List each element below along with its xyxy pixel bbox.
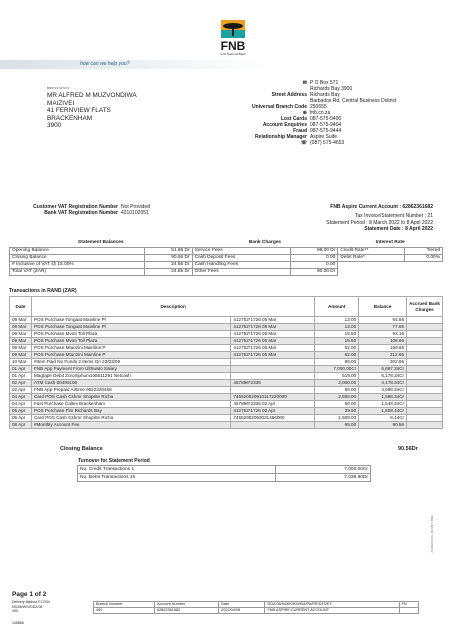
- tx-accrued: [407, 380, 443, 387]
- tx-reference: 412752*1726 05 Mar: [231, 324, 315, 331]
- addr-val: 250655: [310, 104, 327, 110]
- tx-amount: 2,500.00: [315, 394, 359, 401]
- tx-balance: 8.44Cr: [359, 415, 407, 422]
- tx-amount: 52.00: [315, 345, 359, 352]
- summary-cell: Tiered: [405, 247, 443, 254]
- tx-accrued: [407, 366, 443, 373]
- tx-description: POS Purchase Mvoti Toll Plaza: [31, 331, 230, 338]
- tx-description: ATM Cash 00490106: [31, 380, 230, 387]
- turnover-value: 7,038.90Dr: [276, 474, 371, 482]
- addr-val: Richards Bay: [310, 92, 340, 98]
- tx-balance: 77.66: [359, 324, 407, 331]
- statement-period: Statement Period : 8 March 2022 to 8 April 2022: [326, 219, 433, 226]
- tx-date: 02 Apr: [10, 380, 32, 387]
- tx-date: 04 Apr: [10, 394, 32, 401]
- turnover-title: Turnover for Statement Period: [78, 458, 150, 464]
- transactions-title: Transactions in RAND (ZAR): [9, 288, 77, 294]
- addr-key: Relationship Manager: [255, 134, 307, 140]
- customer-line: BRACKENHAM: [47, 114, 93, 122]
- summary-row: [10, 247, 443, 254]
- closing-label: Closing Balance: [60, 446, 103, 452]
- tx-balance: 1,598.34Cr: [359, 394, 407, 401]
- table-row: [10, 415, 443, 422]
- vat-key: Customer VAT Registration Number: [33, 204, 118, 210]
- summary-cell: Cash Handling Fees: [192, 261, 290, 268]
- summary-row: [10, 261, 443, 268]
- tx-reference: [231, 366, 315, 373]
- summary-cell: Credit Rate**: [338, 247, 405, 254]
- table-row: [10, 394, 443, 401]
- table-row: [10, 373, 443, 380]
- tx-amount: 90.00: [315, 359, 359, 366]
- addr-val: (087) 575-4653: [310, 140, 345, 146]
- footer-value: 2022/04/08: [219, 608, 265, 614]
- footer-header: Account Number: [154, 602, 218, 608]
- fnb-logo: [208, 20, 258, 65]
- tx-date: 08 Apr: [10, 422, 32, 429]
- summary-header: Interest Rate: [338, 240, 443, 247]
- tx-reference: [231, 359, 315, 366]
- footer-header: FN: [399, 602, 418, 608]
- summary-cell: Total VAT (ZAR): [10, 268, 145, 275]
- tx-date: 09 Mar: [10, 317, 32, 324]
- table-row: [10, 408, 443, 415]
- summary-cell: Closing Balance: [10, 254, 145, 261]
- addr-val: 087-575-9444: [310, 128, 342, 134]
- tx-description: POS Purchase Tongaat Mainline Pl: [31, 317, 230, 324]
- summary-cell: Debit Rate*: [338, 254, 405, 261]
- addr-key: Lost Cards: [280, 116, 307, 122]
- footer-value: 490: [94, 608, 155, 614]
- account-title: FNB Aspire Current Account : 62862361682: [330, 204, 433, 210]
- customer-codes: BBST21 047174: [47, 86, 70, 90]
- footer-header: Branch Number: [94, 602, 155, 608]
- tx-reference: 457896*2336: [231, 380, 315, 387]
- summary-cell: 0.00: [290, 254, 337, 261]
- tx-reference: 412752*1726 05 Mar: [231, 331, 315, 338]
- turnover-label: No. Credit Transactions 1: [78, 466, 276, 474]
- addr-key: Street Address: [271, 92, 307, 98]
- tx-amount: 39.90: [315, 408, 359, 415]
- tx-amount: 52.00: [315, 352, 359, 359]
- tagline: how can we help you?: [80, 61, 130, 67]
- turnover-row: [78, 474, 371, 482]
- closing-value: 90.56Dr: [398, 446, 418, 452]
- table-row: [10, 331, 443, 338]
- vat-val: Not Provided: [121, 204, 150, 210]
- tx-description: POS Purchase Tongaat Mainline Pl: [31, 324, 230, 331]
- summary-header: Bank Charges: [192, 240, 338, 247]
- tx-date: 10 Mar: [10, 359, 32, 366]
- tx-balance: 6,178.34Cr: [359, 373, 407, 380]
- table-row: [10, 317, 443, 324]
- tx-reference: 74552002093031456000: [231, 415, 315, 422]
- tx-header-date: Date: [10, 297, 32, 317]
- tagline-bar: [0, 60, 453, 69]
- tx-description: #Item Paid No Funds 2 Items On 22/03/09: [31, 359, 230, 366]
- acacia-tree-icon: [221, 20, 245, 38]
- tx-accrued: [407, 345, 443, 352]
- tx-amount: 80.00: [315, 387, 359, 394]
- statement-number: Tax Invoice/Statement Number : 21: [354, 213, 433, 220]
- tx-date: 09 Mar: [10, 345, 32, 352]
- tx-accrued: [407, 317, 443, 324]
- addr-val: 087-575-9404: [310, 122, 342, 128]
- phone-icon: ☏: [300, 140, 307, 146]
- logo-subtitle: First National Bank: [220, 52, 246, 56]
- tx-accrued: [407, 324, 443, 331]
- vertical-code: ZZZMZCOOL 4NXBP1 BRE: [430, 515, 434, 553]
- tx-accrued: [407, 415, 443, 422]
- customer-line: MAIZIVEI: [47, 99, 75, 107]
- tx-reference: [231, 373, 315, 380]
- turnover-table: [77, 465, 371, 482]
- customer-address: [47, 92, 137, 130]
- tx-date: 04 Apr: [10, 401, 32, 408]
- tx-header-description: Description: [31, 297, 314, 317]
- addr-key: Universal Branch Code: [251, 104, 307, 110]
- tx-description: Fuel Purchase Caltex Brackenham: [31, 401, 230, 408]
- account-info: [326, 204, 433, 233]
- customer-line: 3900: [47, 122, 62, 130]
- tx-description: POS Purchase Mvoti Toll Plaza: [31, 338, 230, 345]
- tx-description: FNB App Prepaid Airtime 0622320458: [31, 387, 230, 394]
- tx-balance: 1,548.34Cr: [359, 401, 407, 408]
- summary-cell: Opening Balance: [10, 247, 145, 254]
- summary-cell: [405, 268, 443, 275]
- tx-date: 02 Apr: [10, 387, 32, 394]
- summary-cell: 0.00: [290, 261, 337, 268]
- tx-balance: 4,098.34Cr: [359, 387, 407, 394]
- tx-reference: 412752*1726 05 Mar: [231, 345, 315, 352]
- summary-cell: Cash Deposit Fees: [192, 254, 290, 261]
- summary-table: [9, 240, 443, 276]
- statement-date: Statement Date : 8 April 2022: [364, 226, 433, 233]
- summary-cell: [405, 261, 443, 268]
- tx-balance: 93.16: [359, 331, 407, 338]
- tx-reference: 412752*1726 05 Mar: [231, 352, 315, 359]
- tx-balance: 6,697.34Cr: [359, 366, 407, 373]
- footer-value: FNB ASPIRE CURRENT ACCOUNT: [265, 608, 399, 614]
- tx-accrued: [407, 352, 443, 359]
- tx-balance: 108.66: [359, 338, 407, 345]
- tx-reference: 457896*2336 02 Apr: [231, 401, 315, 408]
- table-row: [10, 338, 443, 345]
- tx-date: 01 Apr: [10, 373, 32, 380]
- globe-icon: ⊕: [302, 110, 307, 116]
- tx-amount: 13.00: [315, 317, 359, 324]
- table-row: [10, 359, 443, 366]
- turnover-row: [78, 466, 371, 474]
- po-box: P O Box 571: [310, 80, 339, 86]
- turnover-label: No. Debit Transactions 15: [78, 474, 276, 482]
- table-row: [10, 366, 443, 373]
- table-row: [10, 345, 443, 352]
- vat-key: Bank VAT Registration Number: [44, 210, 118, 216]
- summary-cell: 51.66 Dr: [145, 247, 192, 254]
- table-row: [10, 422, 443, 429]
- city: Richards Bay 3900: [310, 86, 353, 92]
- vat-info: [18, 204, 150, 216]
- addr-val: Aspire Suite: [310, 134, 337, 140]
- tx-date: 09 Mar: [10, 324, 32, 331]
- summary-row: [10, 254, 443, 261]
- tx-amount: 13.00: [315, 324, 359, 331]
- tx-reference: 745520020910117220000: [231, 394, 315, 401]
- tx-header-accrued: Accrued Bank Charges: [407, 297, 443, 317]
- tx-description: POS Purchase Flm Richards Bay: [31, 408, 230, 415]
- table-row: [10, 352, 443, 359]
- footer-table: [93, 601, 419, 614]
- page-number: Page 1 of 2: [12, 591, 47, 598]
- summary-cell: Other Fees: [192, 268, 290, 275]
- tx-date: 05 Apr: [10, 415, 32, 422]
- tx-accrued: [407, 408, 443, 415]
- tx-header-balance: Balance: [359, 297, 407, 317]
- tx-description: Card POS Cash Cshmr Shoprite Richa: [31, 394, 230, 401]
- tx-reference: [231, 422, 315, 429]
- footer-value: 62862361682: [154, 608, 218, 614]
- summary-row: [10, 268, 443, 275]
- tx-accrued: [407, 387, 443, 394]
- bank-address: [218, 80, 418, 146]
- customer-line: 41 FERNVIEW FLATS: [47, 107, 111, 115]
- tx-amount: 99.00: [315, 422, 359, 429]
- tx-accrued: [407, 331, 443, 338]
- summary-cell: [338, 261, 405, 268]
- tx-balance: 160.66: [359, 345, 407, 352]
- tx-amount: 50.00: [315, 401, 359, 408]
- summary-cell: Service Fees: [192, 247, 290, 254]
- summary-cell: 99.00 Dr: [290, 247, 337, 254]
- tx-amount: 15.50: [315, 331, 359, 338]
- tx-date: 09 Mar: [10, 352, 32, 359]
- summary-cell: 90.56 Dr: [145, 254, 192, 261]
- logo-name: FNB: [220, 39, 246, 53]
- addr-key: Account Enquiries: [262, 122, 307, 128]
- addr-key: Fraud: [293, 128, 307, 134]
- footer-code: 105868: [12, 621, 24, 625]
- footer-value: [399, 608, 418, 614]
- tx-amount: 7,000.00Cr: [315, 366, 359, 373]
- customer-line: MR ALFRED M MUZVONDIWA: [47, 92, 137, 99]
- tx-accrued: [407, 394, 443, 401]
- table-row: [10, 380, 443, 387]
- delivery-line: 490: [12, 609, 18, 614]
- summary-cell: 90.00 Dr: [290, 268, 337, 275]
- table-row: [10, 401, 443, 408]
- tx-accrued: [407, 401, 443, 408]
- transactions-table: [9, 296, 443, 429]
- tx-balance: 1,508.44Cr: [359, 408, 407, 415]
- tx-balance: 302.66: [359, 359, 407, 366]
- summary-cell: 24.65 Dr: [145, 261, 192, 268]
- footer-header: Date: [219, 602, 265, 608]
- turnover-value: 7,000.00Cr: [276, 466, 371, 474]
- tx-amount: 519.00: [315, 373, 359, 380]
- tx-date: 09 Mar: [10, 331, 32, 338]
- addr-val: Barbados Rd, Central Business District: [310, 98, 397, 104]
- tx-description: POS Purchase Mtunzini Mainline P: [31, 352, 230, 359]
- tx-amount: 15.50: [315, 338, 359, 345]
- summary-cell: 0.00%: [405, 254, 443, 261]
- delivery-info: [12, 600, 50, 614]
- website-link[interactable]: fnb.co.za: [310, 110, 331, 116]
- tx-description: FNB App Payment From Ulthwalo Salary: [31, 366, 230, 373]
- footer-header: DDA 06/94/KK/KM/KM/PA/PR/DJS/EY: [265, 602, 399, 608]
- summary-cell: [338, 268, 405, 275]
- tx-description: #Monthly Account Fee: [31, 422, 230, 429]
- tx-reference: 412752*1726 05 Mar: [231, 338, 315, 345]
- tx-reference: 412752*1726 02 Apr: [231, 408, 315, 415]
- table-row: [10, 387, 443, 394]
- tx-date: 05 Apr: [10, 408, 32, 415]
- summary-cell: # Inclusive of VAT @ 15.00%: [10, 261, 145, 268]
- tx-date: 01 Apr: [10, 366, 32, 373]
- tx-balance: 90.56: [359, 422, 407, 429]
- tx-description: Magtape Debit Zoromphum168611291 Netcash: [31, 373, 230, 380]
- tx-reference: 412752*1726 05 Mar: [231, 317, 315, 324]
- summary-cell: 24.65 Dr: [145, 268, 192, 275]
- mail-icon: ✉: [302, 80, 307, 86]
- tx-accrued: [407, 359, 443, 366]
- addr-val: 087-575-9406: [310, 116, 342, 122]
- tx-balance: 64.66: [359, 317, 407, 324]
- tx-balance: 212.66: [359, 352, 407, 359]
- tx-amount: 2,000.00: [315, 380, 359, 387]
- tx-balance: 4,178.34Cr: [359, 380, 407, 387]
- vat-val: 4210102051: [121, 210, 149, 216]
- tx-accrued: [407, 338, 443, 345]
- tx-description: POS Purchase Mtunzini Mainline P: [31, 345, 230, 352]
- tx-reference: [231, 387, 315, 394]
- tx-accrued: [407, 373, 443, 380]
- tx-accrued: [407, 422, 443, 429]
- delivery-line: Delivery Method F1 R04: [12, 600, 50, 604]
- tx-header-amount: Amount: [315, 297, 359, 317]
- tx-amount: 1,500.00: [315, 415, 359, 422]
- tx-description: Card POS Cash Cshmr Shoprite Richa: [31, 415, 230, 422]
- summary-header: Statement Balances: [10, 240, 193, 247]
- tx-date: 09 Mar: [10, 338, 32, 345]
- table-row: [10, 324, 443, 331]
- delivery-line: NS/08/W/V/DDA 06: [12, 604, 43, 609]
